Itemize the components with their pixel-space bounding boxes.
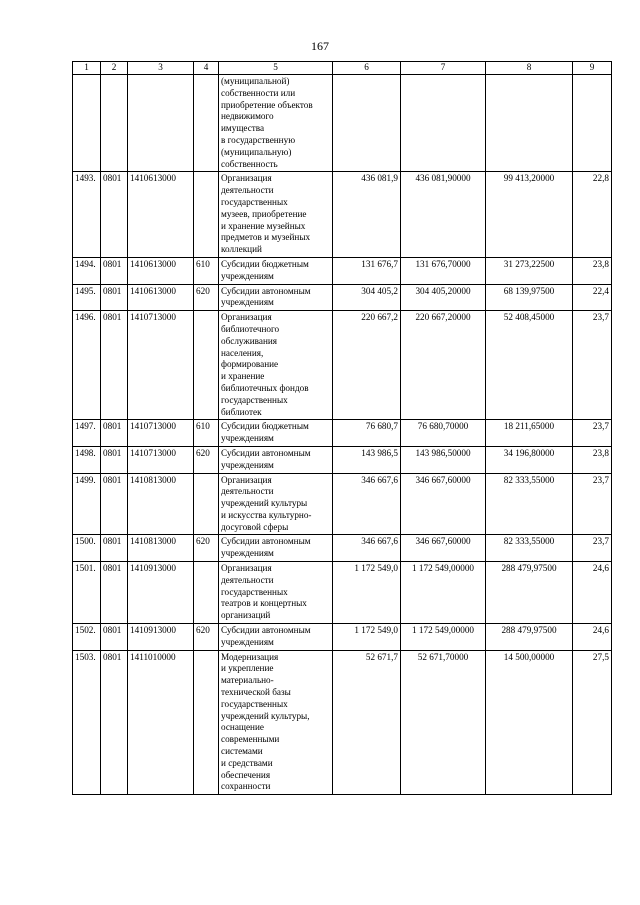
section-code-cell: 0801 [101,172,128,258]
expense-type-cell [194,473,219,535]
section-code-cell: 0801 [101,624,128,651]
budget-table [72,61,612,795]
executed-amount-cell: 288 479,97500 [486,562,573,624]
item-name-cell: Организация деятельности государственных музеев, приобретение и хранение музейных предметов и музейных коллекций [219,172,333,258]
executed-amount-cell: 18 211,65000 [486,420,573,447]
page-number: 167 [311,39,329,53]
row-number-cell: 1500. [73,535,101,562]
executed-amount-cell: 82 333,55000 [486,535,573,562]
plan-amount-cell: 1 172 549,0 [333,562,401,624]
header-cell: 9 [573,62,612,75]
row-number-cell: 1493. [73,172,101,258]
section-code-cell: 0801 [101,650,128,795]
plan-amount-cell: 52 671,7 [333,650,401,795]
table-row [73,172,612,258]
section-code-cell: 0801 [101,420,128,447]
item-name-cell: Субсидии бюджетным учреждениям [219,420,333,447]
executed-amount-cell: 99 413,20000 [486,172,573,258]
item-name-cell: Организация деятельности государственных театров и концертных организаций [219,562,333,624]
percent-cell: 22,8 [573,172,612,258]
plan-amount-cell: 220 667,2 [333,311,401,420]
executed-amount-cell [486,75,573,172]
executed-amount-cell: 31 273,22500 [486,257,573,284]
executed-amount-cell: 82 333,55000 [486,473,573,535]
target-article-cell: 1410713000 [128,420,194,447]
table-row [73,284,612,311]
table-row [73,535,612,562]
plan-amount-cell: 143 986,5 [333,446,401,473]
target-article-cell: 1410913000 [128,624,194,651]
percent-cell: 23,7 [573,420,612,447]
section-code-cell: 0801 [101,473,128,535]
refined-amount-cell: 1 172 549,00000 [401,562,486,624]
refined-amount-cell: 52 671,70000 [401,650,486,795]
item-name-cell: (муниципальной) собственности или приобретение объектов недвижимого имущества в государственную (муниципальную) собственность [219,75,333,172]
plan-amount-cell: 346 667,6 [333,535,401,562]
section-code-cell: 0801 [101,535,128,562]
header-cell: 5 [219,62,333,75]
expense-type-cell: 610 [194,257,219,284]
plan-amount-cell: 304 405,2 [333,284,401,311]
item-name-cell: Субсидии автономным учреждениям [219,284,333,311]
header-cell: 4 [194,62,219,75]
percent-cell: 23,8 [573,257,612,284]
table-row [73,75,612,172]
refined-amount-cell [401,75,486,172]
refined-amount-cell: 143 986,50000 [401,446,486,473]
header-cell: 2 [101,62,128,75]
executed-amount-cell: 52 408,45000 [486,311,573,420]
item-name-cell: Модернизация и укрепление материально- технической базы государственных учреждений культуры, оснащение современными системами и средствами обеспечения сохранности [219,650,333,795]
header-cell: 3 [128,62,194,75]
executed-amount-cell: 68 139,97500 [486,284,573,311]
plan-amount-cell: 1 172 549,0 [333,624,401,651]
plan-amount-cell: 76 680,7 [333,420,401,447]
percent-cell [573,75,612,172]
executed-amount-cell: 34 196,80000 [486,446,573,473]
row-number-cell: 1503. [73,650,101,795]
target-article-cell: 1410713000 [128,446,194,473]
executed-amount-cell: 288 479,97500 [486,624,573,651]
row-number-cell: 1501. [73,562,101,624]
percent-cell: 23,8 [573,446,612,473]
table-row [73,257,612,284]
target-article-cell: 1411010000 [128,650,194,795]
refined-amount-cell: 436 081,90000 [401,172,486,258]
section-code-cell: 0801 [101,311,128,420]
expense-type-cell [194,562,219,624]
section-code-cell: 0801 [101,284,128,311]
expense-type-cell: 620 [194,284,219,311]
item-name-cell: Организация деятельности учреждений культуры и искусства культурно- досуговой сферы [219,473,333,535]
percent-cell: 24,6 [573,562,612,624]
row-number-cell [73,75,101,172]
percent-cell: 22,4 [573,284,612,311]
target-article-cell: 1410913000 [128,562,194,624]
section-code-cell: 0801 [101,562,128,624]
row-number-cell: 1495. [73,284,101,311]
item-name-cell: Организация библиотечного обслуживания населения, формирование и хранение библиотечных фондов государственных библиотек [219,311,333,420]
row-number-cell: 1497. [73,420,101,447]
table-row [73,420,612,447]
executed-amount-cell: 14 500,00000 [486,650,573,795]
expense-type-cell [194,75,219,172]
refined-amount-cell: 304 405,20000 [401,284,486,311]
refined-amount-cell: 346 667,60000 [401,535,486,562]
section-code-cell: 0801 [101,446,128,473]
item-name-cell: Субсидии автономным учреждениям [219,535,333,562]
target-article-cell: 1410613000 [128,257,194,284]
percent-cell: 23,7 [573,311,612,420]
plan-amount-cell: 436 081,9 [333,172,401,258]
target-article-cell: 1410813000 [128,535,194,562]
table-row [73,650,612,795]
target-article-cell: 1410713000 [128,311,194,420]
table-row [73,473,612,535]
item-name-cell: Субсидии автономным учреждениям [219,446,333,473]
item-name-cell: Субсидии бюджетным учреждениям [219,257,333,284]
refined-amount-cell: 131 676,70000 [401,257,486,284]
table-row [73,446,612,473]
expense-type-cell [194,311,219,420]
plan-amount-cell [333,75,401,172]
expense-type-cell: 610 [194,420,219,447]
percent-cell: 23,7 [573,535,612,562]
row-number-cell: 1498. [73,446,101,473]
refined-amount-cell: 346 667,60000 [401,473,486,535]
row-number-cell: 1502. [73,624,101,651]
table-row [73,311,612,420]
expense-type-cell [194,650,219,795]
section-code-cell: 0801 [101,257,128,284]
plan-amount-cell: 346 667,6 [333,473,401,535]
row-number-cell: 1499. [73,473,101,535]
target-article-cell [128,75,194,172]
table-row [73,624,612,651]
percent-cell: 27,5 [573,650,612,795]
row-number-cell: 1496. [73,311,101,420]
target-article-cell: 1410813000 [128,473,194,535]
target-article-cell: 1410613000 [128,172,194,258]
table-row [73,562,612,624]
item-name-cell: Субсидии автономным учреждениям [219,624,333,651]
header-cell: 7 [401,62,486,75]
target-article-cell: 1410613000 [128,284,194,311]
expense-type-cell: 620 [194,624,219,651]
header-cell: 1 [73,62,101,75]
percent-cell: 23,7 [573,473,612,535]
percent-cell: 24,6 [573,624,612,651]
section-code-cell [101,75,128,172]
refined-amount-cell: 220 667,20000 [401,311,486,420]
expense-type-cell: 620 [194,446,219,473]
header-cell: 8 [486,62,573,75]
header-cell: 6 [333,62,401,75]
refined-amount-cell: 76 680,70000 [401,420,486,447]
refined-amount-cell: 1 172 549,00000 [401,624,486,651]
expense-type-cell: 620 [194,535,219,562]
row-number-cell: 1494. [73,257,101,284]
table-header-row [73,62,612,75]
expense-type-cell [194,172,219,258]
plan-amount-cell: 131 676,7 [333,257,401,284]
